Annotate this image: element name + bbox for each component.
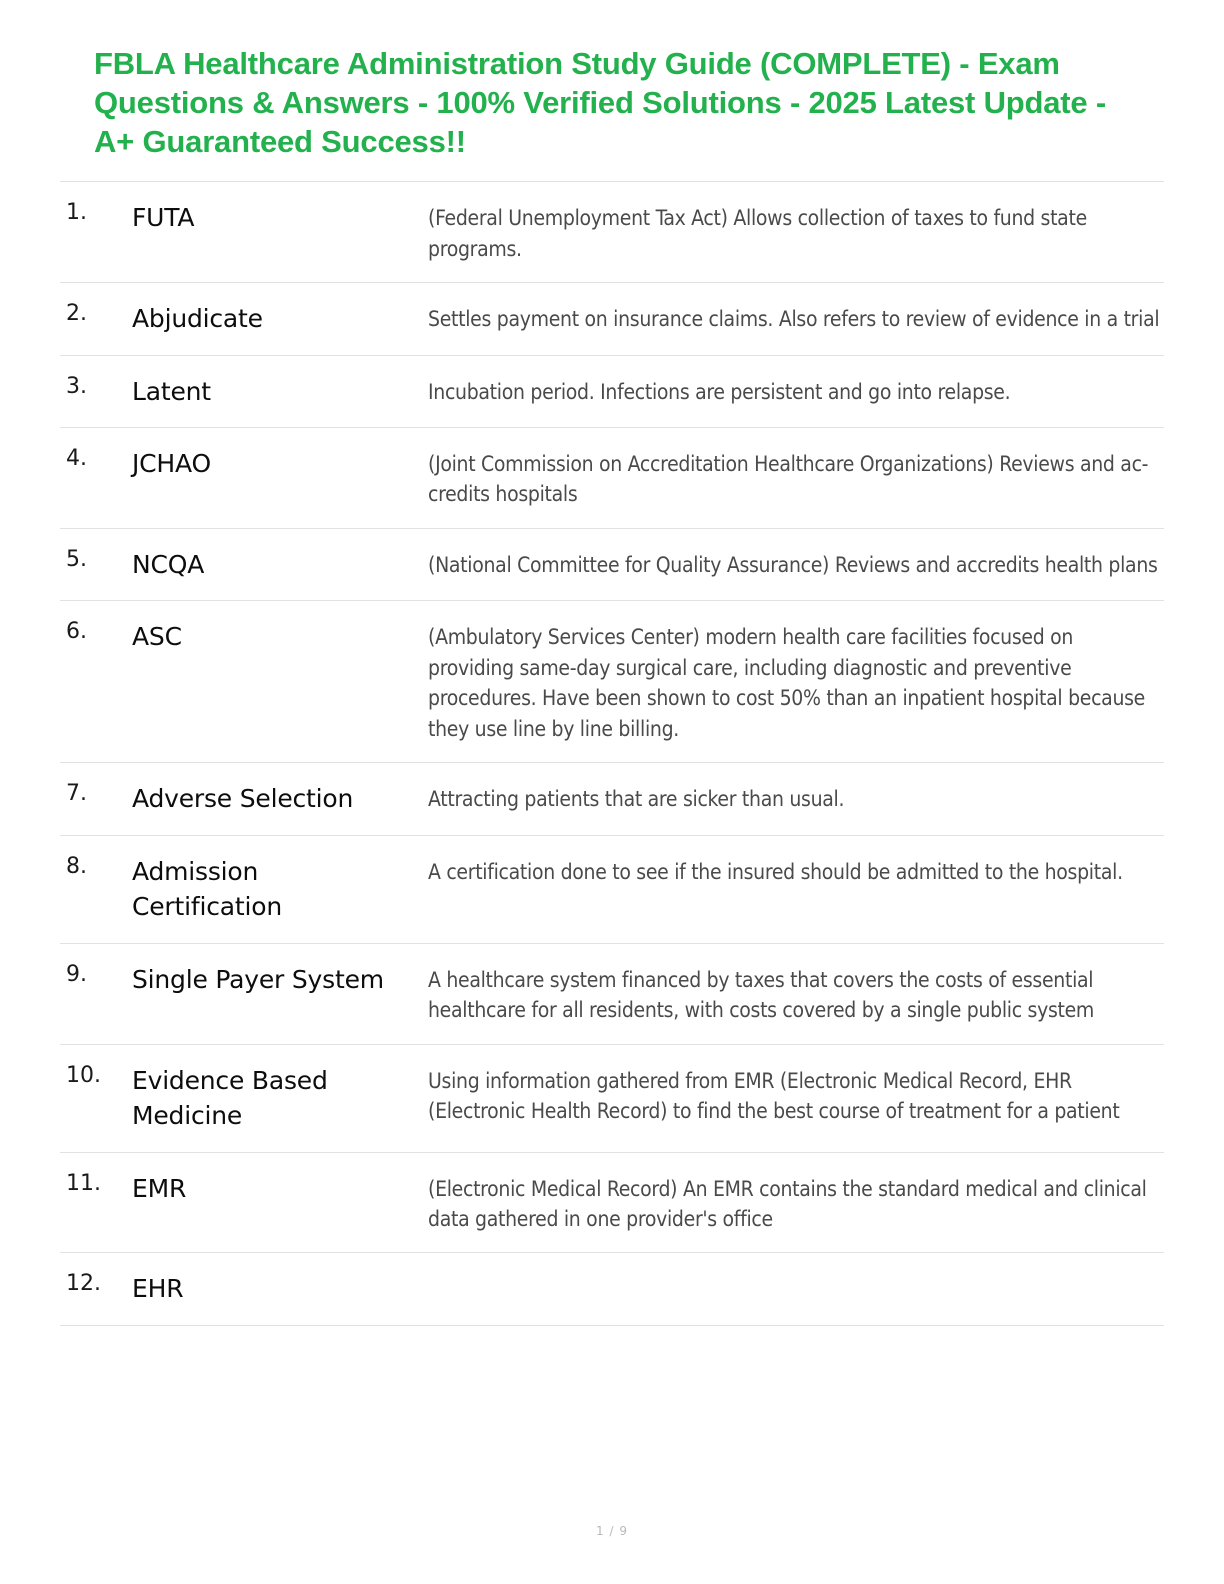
- entry-number: 11.: [66, 1170, 101, 1196]
- entry-term: NCQA: [132, 549, 205, 579]
- table-row: [60, 763, 1164, 836]
- entry-term: FUTA: [132, 203, 195, 233]
- table-row: [60, 943, 1164, 1044]
- entry-definition: (National Committee for Quality Assurance) Reviews and accredits health plans: [428, 552, 1158, 577]
- entry-number: 1.: [66, 200, 87, 226]
- entry-term: Adverse Selection: [132, 784, 354, 814]
- entry-number: 6.: [66, 619, 87, 645]
- table-row: [60, 601, 1164, 763]
- entry-term: Abjudicate: [132, 304, 263, 334]
- entry-definition: [428, 1253, 1164, 1326]
- entry-number: 10.: [66, 1062, 101, 1088]
- terms-table-body: [60, 182, 1164, 1326]
- entry-definition: A certification done to see if the insured should be admitted to the hospital.: [428, 859, 1123, 884]
- entry-number: 5.: [66, 546, 87, 572]
- terms-table: [60, 181, 1164, 1326]
- entry-number: 4.: [66, 446, 87, 472]
- entry-term: Latent: [132, 376, 211, 406]
- entry-term: Evidence Based Medicine: [132, 1065, 328, 1131]
- entry-definition: Incubation period. Infections are persistent and go into relapse.: [428, 379, 1011, 404]
- entry-number: 9.: [66, 961, 87, 987]
- entry-definition: Using information gathered from EMR (Electronic Medical Record, EHR (Electronic Health Record) to find the best course of treatment for a patient: [428, 1068, 1120, 1123]
- entry-definition: Attracting patients that are sicker than usual.: [428, 787, 845, 812]
- entry-number: 12.: [66, 1271, 101, 1297]
- table-row: [60, 528, 1164, 601]
- entry-term: Single Payer System: [132, 964, 384, 994]
- entry-number: 3.: [66, 373, 87, 399]
- entry-definition: (Ambulatory Services Center) modern health care facilities focused on providing same-day surgical care, including diagnostic and preventive procedures. Have been shown to cost 50% than an inpatient hospital because they use line by line billing.: [428, 625, 1146, 741]
- page-title: FBLA Healthcare Administration Study Guide (COMPLETE) - Exam Questions & Answers - 100% Verified Solutions - 2025 Latest Update - A+ Guaranteed Success!!: [94, 46, 1106, 160]
- entry-number: 2.: [66, 301, 87, 327]
- entry-term: JCHAO: [132, 449, 211, 479]
- entry-definition: Settles payment on insurance claims. Also refers to review of evidence in a trial: [428, 307, 1160, 332]
- entry-term: EMR: [132, 1173, 187, 1203]
- table-row: [60, 835, 1164, 943]
- table-row: [60, 428, 1164, 529]
- entry-definition: (Joint Commission on Accreditation Healthcare Organizations) Reviews and ac-credits hospitals: [428, 452, 1149, 507]
- entry-number: 7.: [66, 781, 87, 807]
- entry-definition: A healthcare system financed by taxes that covers the costs of essential healthcare for all residents, with costs covered by a single public system: [428, 967, 1095, 1023]
- entry-term: ASC: [132, 622, 182, 652]
- entry-definition: (Federal Unemployment Tax Act) Allows collection of taxes to fund state programs.: [428, 206, 1087, 261]
- entry-number: 8.: [66, 853, 87, 879]
- table-row: [60, 283, 1164, 356]
- table-row: [60, 1044, 1164, 1152]
- entry-definition: (Electronic Medical Record) An EMR contains the standard medical and clinical data gathered in one provider's office: [428, 1176, 1147, 1231]
- table-row: [60, 182, 1164, 283]
- entry-term: Admission Certification: [132, 856, 282, 922]
- table-row: [60, 1152, 1164, 1253]
- entry-term: EHR: [132, 1274, 184, 1304]
- table-row: [60, 1253, 1164, 1326]
- table-row: [60, 355, 1164, 428]
- page-number: 1 / 9: [596, 1524, 628, 1538]
